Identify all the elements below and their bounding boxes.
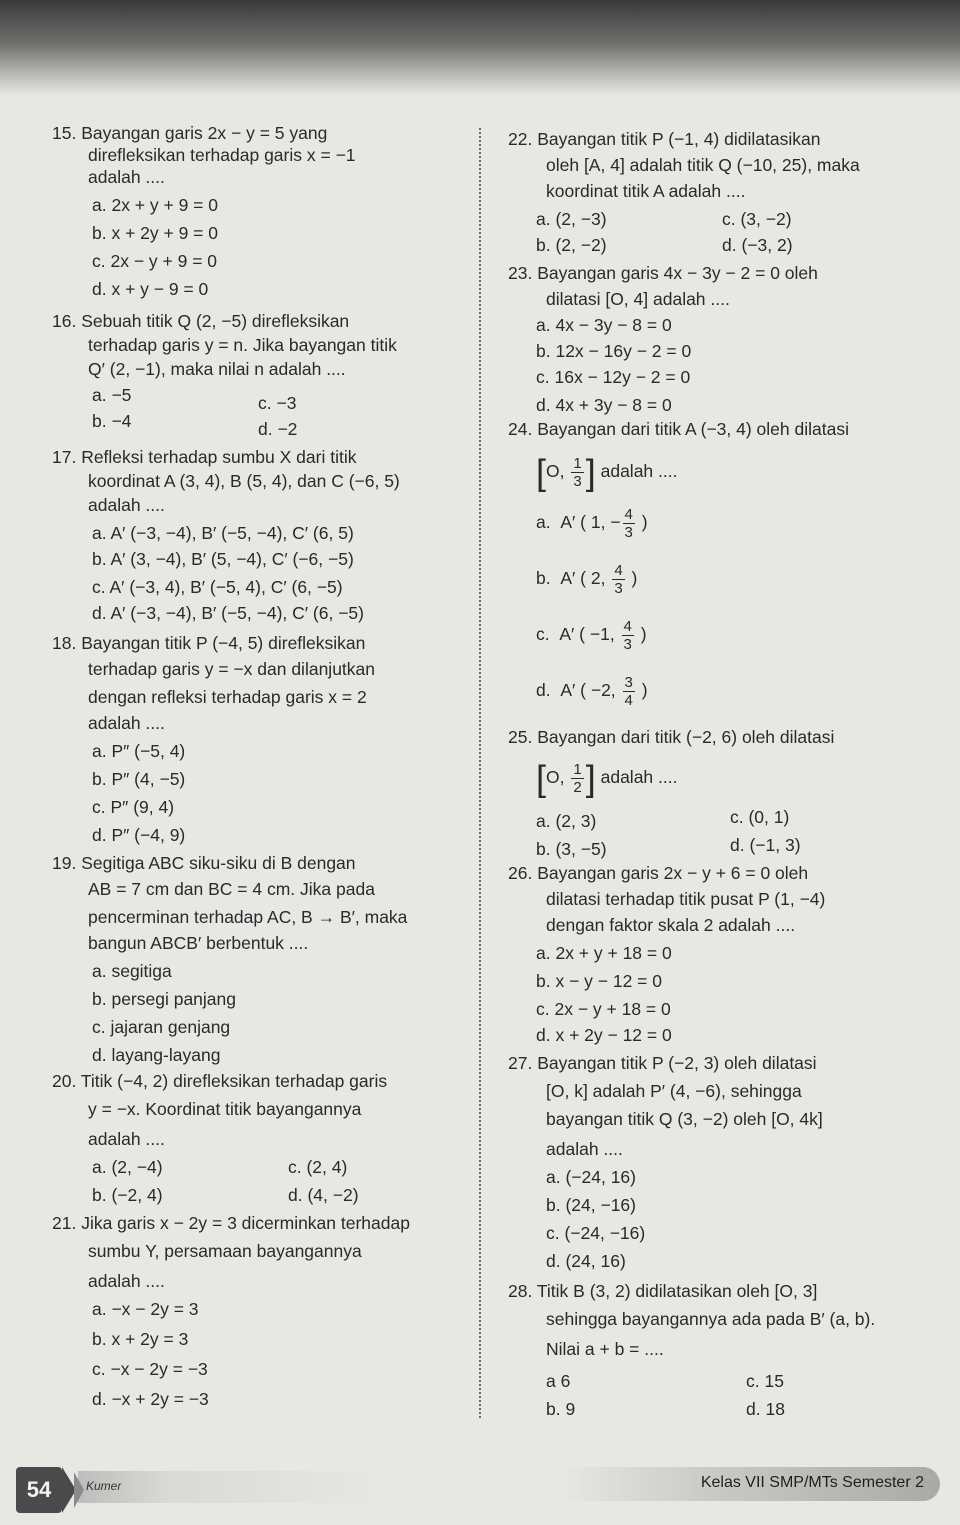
q22-stem-line-3: koordinat titik A adalah .... bbox=[546, 181, 746, 201]
q24-stem-line-2: adalah .... bbox=[600, 461, 678, 481]
q17-option-a: a. A′ (−3, −4), B′ (−5, −4), C′ (6, 5) bbox=[92, 523, 354, 543]
q24-stem-line-1: 24. Bayangan dari titik A (−3, 4) oleh dilatasi bbox=[508, 419, 849, 439]
q27-option-a: a. (−24, 16) bbox=[546, 1167, 636, 1187]
q28-stem-line-2: sehingga bayangannya ada pada B′ (a, b). bbox=[546, 1309, 876, 1329]
q23-option-d: d. 4x + 3y − 8 = 0 bbox=[536, 395, 672, 415]
publisher-name: Kumer bbox=[86, 1479, 122, 1493]
q25-option-d: d. (−1, 3) bbox=[730, 835, 801, 855]
q28-option-b: b. 9 bbox=[546, 1399, 576, 1419]
q28-option-a: a 6 bbox=[546, 1371, 571, 1391]
q19-stem-line-4: bangun ABCB′ berbentuk .... bbox=[88, 933, 309, 953]
q19-option-d: d. layang-layang bbox=[92, 1045, 221, 1065]
q15-option-a: a. 2x + y + 9 = 0 bbox=[92, 195, 218, 215]
q21-stem-line-2: sumbu Y, persamaan bayangannya bbox=[88, 1241, 362, 1261]
q25-stem-line-1: 25. Bayangan dari titik (−2, 6) oleh dilatasi bbox=[508, 727, 835, 747]
q22-stem-line-2: oleh [A, 4] adalah titik Q (−10, 25), maka bbox=[546, 155, 860, 175]
q16-stem-line-2: terhadap garis y = n. Jika bayangan titik bbox=[88, 335, 397, 355]
q19-option-c: c. jajaran genjang bbox=[92, 1017, 231, 1037]
q20-stem-line-2: y = −x. Koordinat titik bayangannya bbox=[88, 1099, 362, 1119]
q16-option-c: c. −3 bbox=[258, 393, 297, 413]
q21-option-b: b. x + 2y = 3 bbox=[92, 1329, 189, 1349]
chevron-right-icon bbox=[74, 1472, 84, 1508]
book-title-banner bbox=[560, 1467, 940, 1501]
q18-stem-line-3: dengan refleksi terhadap garis x = 2 bbox=[88, 687, 367, 707]
q27-option-d: d. (24, 16) bbox=[546, 1251, 626, 1271]
q19-stem-line-3: pencerminan terhadap AC, B → B′, maka bbox=[88, 907, 408, 927]
q25-option-a: a. (2, 3) bbox=[536, 811, 597, 831]
q26-stem-line-2: dilatasi terhadap titik pusat P (1, −4) bbox=[546, 889, 826, 909]
page-number: 54 bbox=[16, 1467, 62, 1513]
page-footer bbox=[0, 1445, 960, 1525]
publisher-banner bbox=[78, 1471, 378, 1503]
q19-option-a: a. segitiga bbox=[92, 961, 172, 981]
q23-option-b: b. 12x − 16y − 2 = 0 bbox=[536, 341, 692, 361]
q26-option-b: b. x − y − 12 = 0 bbox=[536, 971, 662, 991]
q28-stem-line-1: 28. Titik B (3, 2) didilatasikan oleh [O, 3] bbox=[508, 1281, 818, 1301]
q18-option-c: c. P″ (9, 4) bbox=[92, 797, 175, 817]
q17-stem-line-1: 17. Refleksi terhadap sumbu X dari titik bbox=[52, 447, 357, 467]
book-title: Kelas VII SMP/MTs Semester 2 bbox=[700, 1474, 924, 1491]
q21-option-a: a. −x − 2y = 3 bbox=[92, 1299, 199, 1319]
q25-dilation-factor: [O, $\frac{1}{2}$ ] adalah .... bbox=[536, 757, 678, 799]
q16-option-b: b. −4 bbox=[92, 411, 132, 431]
q25-stem-line-2: adalah .... bbox=[600, 767, 678, 787]
q22-option-c: c. (3, −2) bbox=[722, 209, 792, 229]
q22-option-b: b. (2, −2) bbox=[536, 235, 607, 255]
q28-stem-line-3: Nilai a + b = .... bbox=[546, 1339, 664, 1359]
q24-dilation-factor: [O, $\frac{1}{3}$ ] adalah .... bbox=[536, 451, 678, 493]
q18-option-d: d. P″ (−4, 9) bbox=[92, 825, 186, 845]
q24-option-b: b. A′ ( 2, $\frac{4}{3}$ ) bbox=[536, 561, 638, 597]
q27-stem-line-3: bayangan titik Q (3, −2) oleh [O, 4k] bbox=[546, 1109, 823, 1129]
q20-option-a: a. (2, −4) bbox=[92, 1157, 163, 1177]
q20-option-d: d. (4, −2) bbox=[288, 1185, 359, 1205]
q19-stem-line-1: 19. Segitiga ABC siku-siku di B dengan bbox=[52, 853, 356, 873]
q24-scale-fraction: $\frac{1}{3}$ bbox=[573, 454, 582, 490]
q27-stem-line-1: 27. Bayangan titik P (−2, 3) oleh dilatasi bbox=[508, 1053, 817, 1073]
q20-option-b: b. (−2, 4) bbox=[92, 1185, 163, 1205]
q27-stem-line-2: [O, k] adalah P′ (4, −6), sehingga bbox=[546, 1081, 802, 1101]
q20-option-c: c. (2, 4) bbox=[288, 1157, 348, 1177]
q26-stem-line-3: dengan faktor skala 2 adalah .... bbox=[546, 915, 796, 935]
q25-scale-fraction: $\frac{1}{2}$ bbox=[573, 760, 582, 796]
q26-option-d: d. x + 2y − 12 = 0 bbox=[536, 1025, 672, 1045]
q16-stem-line-3: Q′ (2, −1), maka nilai n adalah .... bbox=[88, 359, 346, 379]
q22-stem-line-1: 22. Bayangan titik P (−1, 4) didilatasikan bbox=[508, 129, 821, 149]
q24-option-a: a. A′ ( 1, − $\frac{4}{3}$ ) bbox=[536, 505, 648, 541]
q18-option-b: b. P″ (4, −5) bbox=[92, 769, 186, 789]
q26-option-c: c. 2x − y + 18 = 0 bbox=[536, 999, 671, 1019]
q20-stem-line-3: adalah .... bbox=[88, 1129, 165, 1149]
q21-option-d: d. −x + 2y = −3 bbox=[92, 1389, 209, 1409]
q18-stem-line-1: 18. Bayangan titik P (−4, 5) direfleksikan bbox=[52, 633, 366, 653]
q28-option-c: c. 15 bbox=[746, 1371, 784, 1391]
q27-option-c: c. (−24, −16) bbox=[546, 1223, 646, 1243]
q18-stem-line-4: adalah .... bbox=[88, 713, 165, 733]
q21-option-c: c. −x − 2y = −3 bbox=[92, 1359, 208, 1379]
q18-stem-line-2: terhadap garis y = −x dan dilanjutkan bbox=[88, 659, 375, 679]
q17-option-d: d. A′ (−3, −4), B′ (−5, −4), C′ (6, −5) bbox=[92, 603, 364, 623]
q23-option-a: a. 4x − 3y − 8 = 0 bbox=[536, 315, 672, 335]
q25-option-c: c. (0, 1) bbox=[730, 807, 790, 827]
q16-stem-line-1: 16. Sebuah titik Q (2, −5) direfleksikan bbox=[52, 311, 350, 331]
q28-option-d: d. 18 bbox=[746, 1399, 785, 1419]
q15-stem-line-2: direfleksikan terhadap garis x = −1 bbox=[88, 145, 356, 165]
q20-stem-line-1: 20. Titik (−4, 2) direfleksikan terhadap garis bbox=[52, 1071, 388, 1091]
q26-stem-line-1: 26. Bayangan garis 2x − y + 6 = 0 oleh bbox=[508, 863, 809, 883]
q26-option-a: a. 2x + y + 18 = 0 bbox=[536, 943, 672, 963]
q27-stem-line-4: adalah .... bbox=[546, 1139, 623, 1159]
q23-stem-line-2: dilatasi [O, 4] adalah .... bbox=[546, 289, 730, 309]
q17-option-b: b. A′ (3, −4), B′ (5, −4), C′ (−6, −5) bbox=[92, 549, 354, 569]
q15-option-b: b. x + 2y + 9 = 0 bbox=[92, 223, 218, 243]
q25-center: O, bbox=[546, 767, 565, 787]
q17-option-c: c. A′ (−3, 4), B′ (−5, 4), C′ (6, −5) bbox=[92, 577, 343, 597]
q24-center: O, bbox=[546, 461, 565, 481]
q23-stem-line-1: 23. Bayangan garis 4x − 3y − 2 = 0 oleh bbox=[508, 263, 818, 283]
q21-stem-line-1: 21. Jika garis x − 2y = 3 dicerminkan terhadap bbox=[52, 1213, 410, 1233]
q23-option-c: c. 16x − 12y − 2 = 0 bbox=[536, 367, 691, 387]
q17-stem-line-3: adalah .... bbox=[88, 495, 165, 515]
q16-option-d: d. −2 bbox=[258, 419, 298, 439]
q21-stem-line-3: adalah .... bbox=[88, 1271, 165, 1291]
q19-stem-line-2: AB = 7 cm dan BC = 4 cm. Jika pada bbox=[88, 879, 375, 899]
q24-option-c: c. A′ ( −1, $\frac{4}{3}$ ) bbox=[536, 617, 647, 653]
q15-stem-line-3: adalah .... bbox=[88, 167, 165, 187]
q15-stem-line-1: 15. Bayangan garis 2x − y = 5 yang bbox=[52, 123, 328, 143]
q27-option-b: b. (24, −16) bbox=[546, 1195, 636, 1215]
q22-option-a: a. (2, −3) bbox=[536, 209, 607, 229]
q19-option-b: b. persegi panjang bbox=[92, 989, 236, 1009]
q24-option-d: d. A′ ( −2, $\frac{3}{4}$ ) bbox=[536, 673, 648, 709]
q16-option-a: a. −5 bbox=[92, 385, 132, 405]
q17-stem-line-2: koordinat A (3, 4), B (5, 4), dan C (−6, 5) bbox=[88, 471, 400, 491]
q15-option-d: d. x + y − 9 = 0 bbox=[92, 279, 209, 299]
q22-option-d: d. (−3, 2) bbox=[722, 235, 793, 255]
q18-option-a: a. P″ (−5, 4) bbox=[92, 741, 186, 761]
q15-option-c: c. 2x − y + 9 = 0 bbox=[92, 251, 218, 271]
q25-option-b: b. (3, −5) bbox=[536, 839, 607, 859]
